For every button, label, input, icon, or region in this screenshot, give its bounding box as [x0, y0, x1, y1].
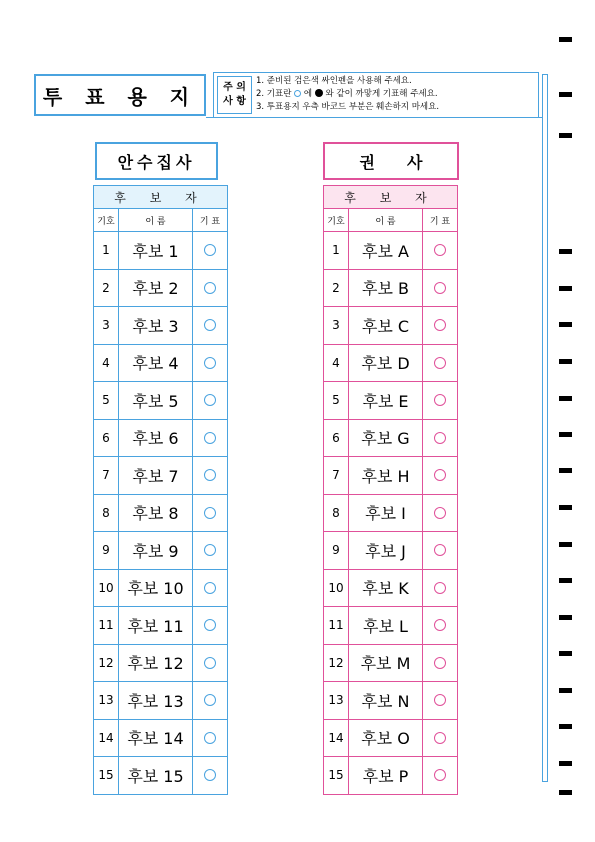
barcode-mark [559, 133, 572, 138]
vote-circle-icon[interactable] [434, 282, 446, 294]
col-name-header: 이 름 [119, 209, 193, 231]
candidate-row [94, 682, 227, 720]
candidate-number: 4 [94, 345, 119, 382]
candidate-row [94, 495, 227, 533]
vote-circle-icon[interactable] [434, 769, 446, 781]
vote-cell [193, 645, 227, 682]
vote-circle-icon[interactable] [204, 694, 216, 706]
vote-circle-icon[interactable] [434, 507, 446, 519]
vote-circle-icon[interactable] [434, 244, 446, 256]
notice-2a: 2. 기표란 [256, 89, 292, 99]
candidate-name: 후보 I [349, 495, 423, 532]
vote-circle-icon[interactable] [204, 244, 216, 256]
column-headers [94, 209, 227, 232]
barcode-mark [559, 359, 572, 364]
candidate-row [324, 607, 457, 645]
vote-cell [193, 420, 227, 457]
candidate-row [94, 720, 227, 758]
candidate-number: 14 [94, 720, 119, 757]
vote-cell [193, 682, 227, 719]
vote-cell [423, 420, 457, 457]
vote-cell [193, 607, 227, 644]
vote-cell [423, 495, 457, 532]
candidate-number: 11 [324, 607, 349, 644]
barcode-mark [559, 790, 572, 795]
candidate-row [324, 307, 457, 345]
vote-cell [193, 757, 227, 794]
vote-cell [423, 307, 457, 344]
candidate-number: 8 [324, 495, 349, 532]
vote-circle-icon[interactable] [434, 394, 446, 406]
candidate-row [324, 345, 457, 383]
candidate-name: 후보 2 [119, 270, 193, 307]
notice-lines [256, 75, 439, 114]
candidate-row [94, 607, 227, 645]
notice-item-2 [256, 88, 439, 101]
column-headers [324, 209, 457, 232]
col-name-header: 이 름 [349, 209, 423, 231]
ballot-table-left [93, 185, 228, 795]
vote-circle-icon[interactable] [434, 432, 446, 444]
candidate-name: 후보 K [349, 570, 423, 607]
candidate-name: 후보 A [349, 232, 423, 269]
vote-cell [423, 720, 457, 757]
candidate-name: 후보 5 [119, 382, 193, 419]
vote-cell [193, 720, 227, 757]
barcode-mark [559, 578, 572, 583]
candidate-name: 후보 G [349, 420, 423, 457]
candidate-row [324, 532, 457, 570]
barcode-mark [559, 542, 572, 547]
candidate-row [324, 720, 457, 758]
candidate-number: 13 [324, 682, 349, 719]
candidate-number: 10 [324, 570, 349, 607]
vote-circle-icon[interactable] [204, 657, 216, 669]
vote-cell [193, 345, 227, 382]
candidate-number: 2 [324, 270, 349, 307]
candidate-name: 후보 8 [119, 495, 193, 532]
candidate-name: 후보 4 [119, 345, 193, 382]
candidate-row [94, 570, 227, 608]
candidate-name: 후보 N [349, 682, 423, 719]
vote-cell [193, 307, 227, 344]
barcode-mark [559, 37, 572, 42]
barcode-mark [559, 724, 572, 729]
vote-cell [193, 382, 227, 419]
vote-cell [423, 607, 457, 644]
candidate-number: 15 [324, 757, 349, 794]
vote-circle-icon[interactable] [204, 582, 216, 594]
candidate-name: 후보 E [349, 382, 423, 419]
candidate-rows [94, 232, 227, 794]
notice-label-line1: 주 의 [223, 82, 246, 93]
candidate-row [324, 457, 457, 495]
candidate-name: 후보 L [349, 607, 423, 644]
region-title-left: 안수집사 [95, 142, 218, 180]
candidate-row [94, 645, 227, 683]
barcode-mark [559, 505, 572, 510]
candidate-name: 후보 O [349, 720, 423, 757]
candidate-number: 5 [324, 382, 349, 419]
vote-cell [423, 757, 457, 794]
vote-cell [193, 232, 227, 269]
candidate-row [94, 232, 227, 270]
candidate-row [324, 382, 457, 420]
vote-circle-icon[interactable] [434, 582, 446, 594]
candidate-number: 14 [324, 720, 349, 757]
col-number-header: 기호 [324, 209, 349, 231]
vote-cell [423, 382, 457, 419]
notice-item-3: 3. 투표용지 우측 바코드 부분은 훼손하지 마세요. [256, 102, 440, 112]
candidate-name: 후보 6 [119, 420, 193, 457]
vote-circle-icon[interactable] [434, 657, 446, 669]
candidate-number: 7 [94, 457, 119, 494]
barcode-mark [559, 688, 572, 693]
notice-item-1: 1. 준비된 검은색 싸인펜을 사용해 주세요. [256, 76, 412, 86]
region-title-right: 권사 [323, 142, 459, 180]
notice-2b: 에 [303, 89, 313, 99]
candidate-number: 6 [94, 420, 119, 457]
candidate-rows [324, 232, 457, 794]
vote-circle-icon[interactable] [204, 469, 216, 481]
candidate-name: 후보 9 [119, 532, 193, 569]
vote-circle-icon[interactable] [204, 394, 216, 406]
candidate-row [94, 345, 227, 383]
candidate-name: 후보 11 [119, 607, 193, 644]
candidate-number: 7 [324, 457, 349, 494]
vote-circle-icon[interactable] [204, 619, 216, 631]
candidate-number: 4 [324, 345, 349, 382]
col-vote-header: 기 표 [429, 216, 451, 227]
barcode-mark [559, 322, 572, 327]
candidate-number: 12 [94, 645, 119, 682]
candidate-number: 9 [324, 532, 349, 569]
candidate-row [94, 757, 227, 794]
vote-cell [423, 682, 457, 719]
candidate-row [324, 570, 457, 608]
notice-box [213, 72, 539, 118]
ballot-table-right [323, 185, 458, 795]
candidate-row [324, 757, 457, 794]
vote-cell [193, 570, 227, 607]
candidate-number: 3 [324, 307, 349, 344]
notice-label [217, 76, 252, 114]
notice-label-line2: 사 항 [223, 96, 246, 107]
vote-circle-icon[interactable] [204, 732, 216, 744]
candidate-number: 5 [94, 382, 119, 419]
vote-cell [193, 532, 227, 569]
candidate-row [94, 270, 227, 308]
vote-cell [193, 270, 227, 307]
barcode-rail [542, 74, 548, 782]
candidate-number: 2 [94, 270, 119, 307]
vote-circle-icon[interactable] [204, 357, 216, 369]
candidate-number: 12 [324, 645, 349, 682]
candidate-name: 후보 12 [119, 645, 193, 682]
candidate-name: 후보 B [349, 270, 423, 307]
header-divider [206, 117, 542, 118]
candidate-row [324, 232, 457, 270]
candidate-name: 후보 14 [119, 720, 193, 757]
candidate-number: 1 [94, 232, 119, 269]
vote-circle-icon[interactable] [434, 619, 446, 631]
candidate-name: 후보 13 [119, 682, 193, 719]
vote-circle-icon[interactable] [204, 432, 216, 444]
barcode-mark [559, 396, 572, 401]
candidate-row [94, 420, 227, 458]
table-header: 후 보 자 [324, 186, 457, 209]
vote-circle-icon[interactable] [434, 694, 446, 706]
vote-cell [423, 270, 457, 307]
candidate-name: 후보 D [349, 345, 423, 382]
candidate-name: 후보 3 [119, 307, 193, 344]
candidate-number: 9 [94, 532, 119, 569]
barcode-mark [559, 92, 572, 97]
vote-cell [423, 457, 457, 494]
table-header: 후 보 자 [94, 186, 227, 209]
barcode-mark [559, 432, 572, 437]
barcode-mark [559, 761, 572, 766]
candidate-row [94, 307, 227, 345]
vote-circle-icon[interactable] [434, 469, 446, 481]
candidate-number: 13 [94, 682, 119, 719]
vote-circle-icon[interactable] [204, 507, 216, 519]
vote-circle-icon[interactable] [434, 732, 446, 744]
vote-circle-icon[interactable] [204, 282, 216, 294]
barcode-mark [559, 468, 572, 473]
candidate-number: 15 [94, 757, 119, 794]
candidate-row [94, 457, 227, 495]
barcode-mark [559, 615, 572, 620]
vote-cell [193, 495, 227, 532]
candidate-name: 후보 1 [119, 232, 193, 269]
notice-2c: 와 같이 까맣게 기표해 주세요. [325, 89, 438, 99]
col-vote-header: 기 표 [199, 216, 221, 227]
vote-cell [423, 570, 457, 607]
vote-cell [193, 457, 227, 494]
candidate-row [94, 532, 227, 570]
vote-circle-icon[interactable] [204, 544, 216, 556]
candidate-number: 3 [94, 307, 119, 344]
candidate-row [324, 495, 457, 533]
vote-circle-icon[interactable] [434, 357, 446, 369]
candidate-row [324, 420, 457, 458]
vote-circle-icon[interactable] [434, 544, 446, 556]
barcode-mark [559, 286, 572, 291]
candidate-row [324, 645, 457, 683]
candidate-row [94, 382, 227, 420]
vote-cell [423, 532, 457, 569]
candidate-number: 6 [324, 420, 349, 457]
filled-circle-icon [315, 89, 323, 97]
candidate-number: 8 [94, 495, 119, 532]
candidate-name: 후보 C [349, 307, 423, 344]
vote-circle-icon[interactable] [204, 319, 216, 331]
vote-cell [423, 232, 457, 269]
candidate-number: 1 [324, 232, 349, 269]
vote-circle-icon[interactable] [204, 769, 216, 781]
candidate-name: 후보 J [349, 532, 423, 569]
ballot-title: 투 표 용 지 [34, 74, 206, 116]
candidate-row [324, 682, 457, 720]
candidate-name: 후보 P [349, 757, 423, 794]
candidate-name: 후보 7 [119, 457, 193, 494]
candidate-name: 후보 15 [119, 757, 193, 794]
candidate-name: 후보 H [349, 457, 423, 494]
vote-cell [423, 345, 457, 382]
barcode-mark [559, 249, 572, 254]
col-number-header: 기호 [94, 209, 119, 231]
candidate-number: 10 [94, 570, 119, 607]
candidate-number: 11 [94, 607, 119, 644]
candidate-name: 후보 10 [119, 570, 193, 607]
candidate-name: 후보 M [349, 645, 423, 682]
barcode-mark [559, 651, 572, 656]
empty-circle-icon [294, 90, 301, 97]
vote-cell [423, 645, 457, 682]
candidate-row [324, 270, 457, 308]
vote-circle-icon[interactable] [434, 319, 446, 331]
